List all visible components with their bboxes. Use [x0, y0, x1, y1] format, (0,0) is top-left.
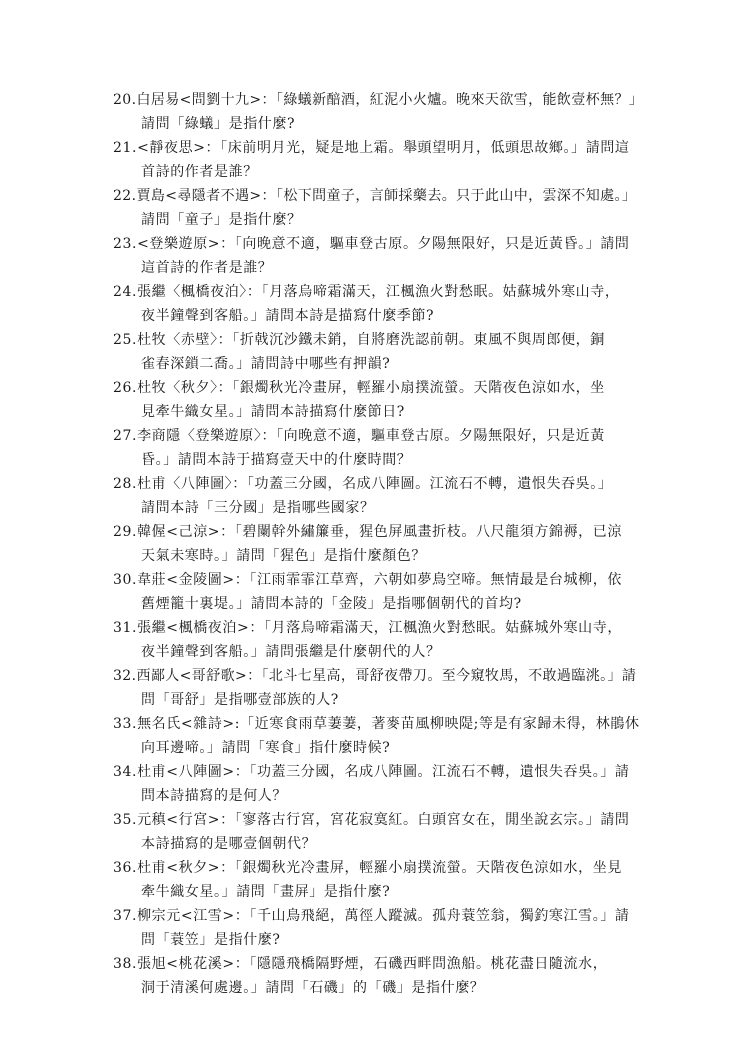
question-continuation-line: 洞于清溪何處邊。」請問「石磯」的「磯」是指什麼？ [141, 980, 485, 996]
question-continuation-line: 這首詩的作者是誰？ [141, 260, 273, 276]
question-number: 36. [113, 860, 138, 876]
question-text: 李商隱〈登樂遊原〉：「向晚意不適，驅車登古原。夕陽無限好，只是近黃 [137, 428, 605, 444]
question-first-line [113, 136, 643, 160]
question-number: 31. [113, 620, 138, 636]
question-item [113, 184, 643, 232]
question-number: 22. [113, 188, 137, 204]
question-item [113, 280, 643, 328]
question-text: <靜夜思>：「床前明月光，疑是地上霜。舉頭望明月，低頭思故鄉。」請問這 [137, 140, 630, 156]
question-first-line [113, 568, 643, 592]
question-first-line [113, 760, 643, 784]
question-continuation-line: 夜半鐘聲到客船。」請問張繼是什麼朝代的人？ [141, 644, 441, 660]
question-number: 26. [113, 380, 138, 396]
question-first-line [113, 88, 643, 112]
question-text: 杜甫〈八陣圖〉：「功蓋三分國，名成八陣圖。江流石不轉，遺恨失吞吳。」 [137, 476, 613, 492]
question-item [113, 472, 643, 520]
question-item [113, 904, 643, 952]
question-text: 杜牧〈赤壁〉：「折戟沉沙鐵未銷，自將磨洗認前朝。東風不與周郎便，銅 [137, 332, 605, 348]
question-text: 張旭<桃花溪>：「隱隱飛橋隔野煙，石磯西畔問漁船。桃花盡日隨流水， [137, 956, 608, 972]
question-first-line [113, 280, 643, 304]
question-first-line [113, 856, 643, 880]
question-item [113, 664, 643, 712]
question-text: 杜甫<八陣圖>：「功蓋三分國，名成八陣圖。江流石不轉，遺恨失吞吳。」請 [137, 764, 630, 780]
question-text: <登樂遊原>：「向晚意不適，驅車登古原。夕陽無限好，只是近黃昏。」請問 [137, 236, 630, 252]
question-number: 29. [113, 524, 138, 540]
question-number: 33. [113, 716, 138, 732]
question-text: 柳宗元<江雪>：「千山鳥飛絕，萬徑人蹤滅。孤舟蓑笠翁，獨釣寒江雪。」請 [137, 908, 630, 924]
question-continuation-line: 夜半鐘聲到客船。」請問本詩是描寫什麼季節? [141, 308, 435, 324]
question-text: 張繼<楓橋夜泊>：「月落烏啼霜滿天，江楓漁火對愁眠。姑蘇城外寒山寺， [137, 620, 622, 636]
question-item [113, 712, 643, 760]
question-first-line [113, 808, 643, 832]
question-continuation-line: 本詩描寫的是哪壹個朝代？ [141, 836, 317, 852]
question-text: 白居易<問劉十九>：「綠蟻新醅酒，紅泥小火爐。晚來天欲雪，能飲壹杯無？」 [136, 92, 644, 108]
question-first-line [113, 616, 643, 640]
question-item [113, 136, 643, 184]
question-item [113, 952, 643, 1000]
question-first-line [113, 664, 643, 688]
question-text: 杜牧〈秋夕〉：「銀燭秋光冷畫屏，輕羅小扇撲流螢。天階夜色涼如水，坐 [137, 380, 605, 396]
question-item [113, 232, 643, 280]
question-continuation-line: 問本詩描寫的是何人？ [141, 788, 287, 804]
question-continuation-line: 問「蓑笠」是指什麼? [141, 932, 281, 948]
question-first-line [113, 184, 643, 208]
question-item [113, 856, 643, 904]
question-item [113, 328, 643, 376]
question-number: 28. [113, 476, 138, 492]
question-continuation-line: 請問本詩「三分國」是指哪些國家？ [141, 500, 375, 516]
question-continuation-line: 向耳邊啼。」請問「寒食」指什麼時候? [141, 740, 391, 756]
question-item [113, 616, 643, 664]
question-number: 25. [113, 332, 138, 348]
question-text: 元稹<行宮>：「寥落古行宮，宮花寂寞紅。白頭宮女在，閒坐說玄宗。」請問 [137, 812, 630, 828]
question-first-line [113, 520, 643, 544]
question-continuation-line: 昏。」請問本詩于描寫壹天中的什麼時間？ [141, 452, 412, 468]
question-continuation-line: 牽牛織女星。」請問「畫屏」是指什麼? [141, 884, 391, 900]
question-continuation-line: 見牽牛織女星。」請問本詩描寫什麼節日? [141, 404, 405, 420]
question-continuation-line: 舊煙籠十裏堤。」請問本詩的「金陵」是指哪個朝代的首均? [141, 596, 522, 612]
question-first-line [113, 472, 643, 496]
question-first-line [113, 424, 643, 448]
question-continuation-line: 首詩的作者是誰？ [141, 164, 258, 180]
question-continuation-line: 天氣未寒時。」請問「猩色」是指什麼顏色？ [141, 548, 426, 564]
question-number: 34. [113, 764, 138, 780]
question-continuation-line: 問「哥舒」是指哪壹部族的人? [141, 692, 339, 708]
question-item [113, 88, 643, 136]
question-item [113, 376, 643, 424]
question-first-line [113, 328, 643, 352]
question-item [113, 424, 643, 472]
question-number: 32. [113, 668, 137, 684]
question-text: 杜甫<秋夕>：「銀燭秋光冷畫屏，輕羅小扇撲流螢。天階夜色涼如水，坐見 [137, 860, 622, 876]
question-text: 西鄙人<哥舒歌>：「北斗七星高，哥舒夜帶刀。至今窺牧馬，不敢過臨洮。」請 [136, 668, 637, 684]
question-number: 35. [113, 812, 138, 828]
question-number: 20. [113, 92, 137, 108]
question-number: 27. [113, 428, 138, 444]
question-continuation-line: 請問「童子」是指什麼？ [141, 212, 302, 228]
question-first-line [113, 376, 643, 400]
question-number: 24. [113, 284, 138, 300]
question-list [113, 88, 643, 1000]
question-text: 韓偓<己涼>：「碧闌幹外繡簾垂，猩色屏風畫折枝。八尺龍須方錦褥，已涼 [137, 524, 622, 540]
question-item [113, 568, 643, 616]
question-number: 38. [113, 956, 138, 972]
question-number: 23. [113, 236, 138, 252]
question-first-line [113, 952, 643, 976]
question-number: 37. [113, 908, 138, 924]
question-text: 無名氏<雜詩>:「近寒食雨草萋萋，著麥苗風柳映隄;等是有家歸未得，林鵑休 [137, 716, 640, 732]
question-item [113, 520, 643, 568]
question-item [113, 808, 643, 856]
question-text: 賈島<尋隱者不遇>：「松下問童子，言師採藥去。只于此山中，雲深不知處。」 [136, 188, 637, 204]
question-number: 30. [113, 572, 138, 588]
question-item [113, 760, 643, 808]
question-continuation-line: 請問「綠蟻」是指什麼? [141, 116, 296, 132]
question-first-line [113, 904, 643, 928]
question-first-line [113, 712, 643, 736]
question-continuation-line: 雀春深鎖二喬。」請問詩中哪些有押韻? [141, 356, 391, 372]
question-first-line [113, 232, 643, 256]
question-text: 張繼〈楓橋夜泊〉：「月落烏啼霜滿天，江楓漁火對愁眠。姑蘇城外寒山寺， [137, 284, 620, 300]
question-text: 韋莊<金陵圖>：「江雨霏霏江草齊，六朝如夢鳥空啼。無情最是台城柳，依 [137, 572, 622, 588]
question-number: 21. [113, 140, 138, 156]
